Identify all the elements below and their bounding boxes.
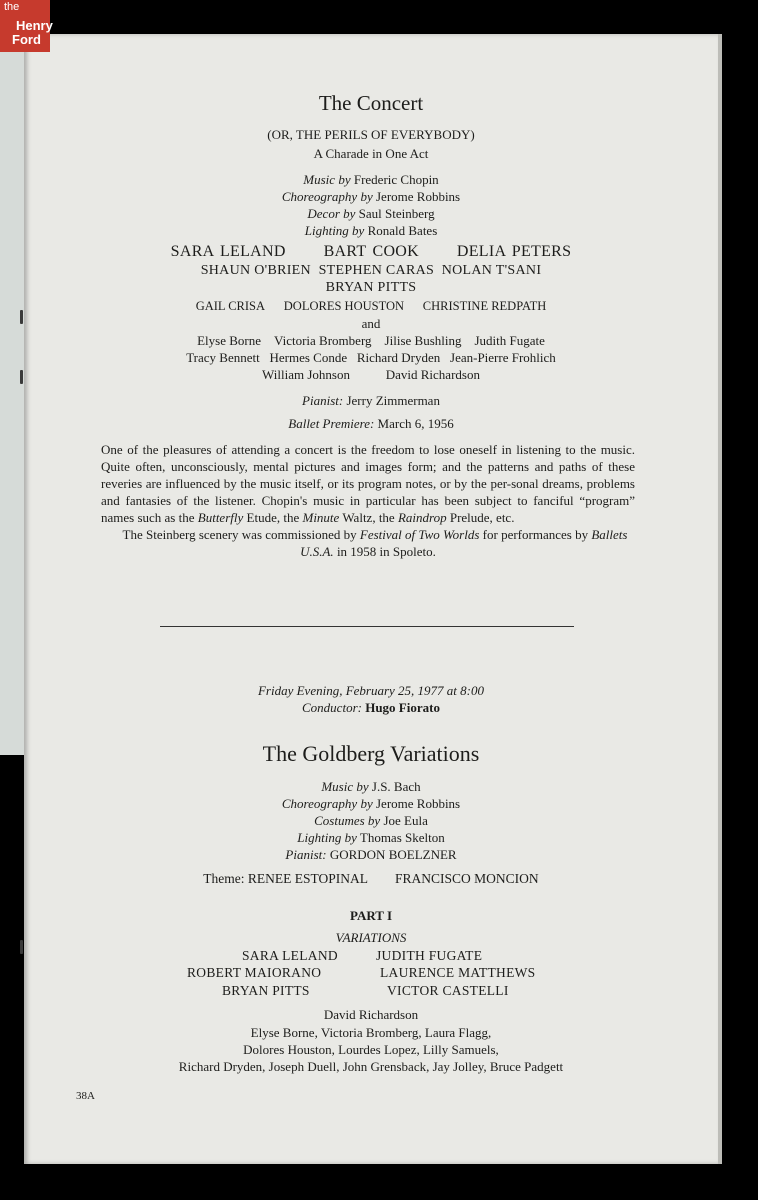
goldberg-dancer: ROBERT MAIORANO <box>187 965 322 980</box>
concert-soloists-row: GAIL CRISA DOLORES HOUSTON CHRISTINE REDPATH <box>195 299 547 313</box>
concert-charade: A Charade in One Act <box>313 146 429 161</box>
background-strip <box>0 40 24 755</box>
concert-program-note: One of the pleasures of attending a concert is the freedom to lose oneself in listening to the music. Quite often, unconsciously, mental pictures and images form; and the patterns and paths of these reveries are influenced by the music itself, or its program notes, or by the per-sonal dreams, problems and fantasies of the listener. Chopin's music in particular has been subject to fanciful “program” names such as the Butterfly Etude, the Minute Waltz, the Raindrop Prelude, etc. The Steinberg scenery was commissioned by Festival of Two Worlds for performances by Ballets U.S.A. in 1958 in Spoleto. <box>101 442 635 559</box>
goldberg-credit: Choreography by Jerome Robbins <box>281 796 461 811</box>
binding-mark <box>20 370 23 384</box>
binding-mark <box>20 310 23 324</box>
goldberg-title: The Goldberg Variations <box>262 741 480 766</box>
page-edge <box>718 34 722 1164</box>
goldberg-part: PART I <box>349 908 393 923</box>
goldberg-dancer: LAURENCE MATTHEWS <box>380 965 536 980</box>
goldberg-dancer: JUDITH FUGATE <box>376 948 483 963</box>
concert-ensemble-row: William Johnson David Richardson <box>262 367 480 382</box>
conductor: Conductor: Hugo Fiorato <box>302 700 440 715</box>
performance-date: Friday Evening, February 25, 1977 at 8:00 <box>257 683 484 698</box>
goldberg-ensemble-line: Elyse Borne, Victoria Bromberg, Laura Flagg, <box>250 1025 492 1040</box>
concert-subtitle: (OR, THE PERILS OF EVERYBODY) <box>267 127 475 142</box>
logo-the: the <box>4 1 20 13</box>
section-divider <box>160 626 574 627</box>
concert-credit: Choreography by Jerome Robbins <box>281 189 461 204</box>
binding-mark <box>20 940 23 954</box>
goldberg-variations-label: VARIATIONS <box>335 930 407 945</box>
henry-ford-logo <box>0 0 53 52</box>
goldberg-ensemble-line: Dolores Houston, Lourdes Lopez, Lilly Samuels, <box>243 1042 499 1057</box>
concert-ensemble-row: Elyse Borne Victoria Bromberg Jilise Bushling Judith Fugate <box>197 333 545 348</box>
goldberg-dancer: BRYAN PITTS <box>222 983 310 998</box>
concert-ensemble-row: Tracy Bennett Hermes Conde Richard Dryden Jean-Pierre Frohlich <box>186 350 556 365</box>
concert-premiere: Ballet Premiere: March 6, 1956 <box>288 416 454 431</box>
goldberg-theme: Theme: RENEE ESTOPINAL FRANCISCO MONCION <box>203 871 539 886</box>
concert-principals-row: SARA LELAND BART COOK DELIA PETERS <box>170 243 572 260</box>
goldberg-dancer: VICTOR CASTELLI <box>387 983 509 998</box>
goldberg-ensemble-line: David Richardson <box>323 1007 419 1022</box>
page-number: 38A <box>76 1090 95 1102</box>
goldberg-ensemble-line: Richard Dryden, Joseph Duell, John Grensback, Jay Jolley, Bruce Padgett <box>178 1059 564 1074</box>
concert-credit: Decor by Saul Steinberg <box>307 206 435 221</box>
concert-and: and <box>361 316 381 331</box>
logo-henry: Henry <box>16 18 53 33</box>
concert-principals-row: BRYAN PITTS <box>325 280 417 295</box>
logo-ford: Ford <box>12 32 41 47</box>
goldberg-pianist: Pianist: GORDON BOELZNER <box>285 847 457 862</box>
concert-principals-row: SHAUN O'BRIEN STEPHEN CARAS NOLAN T'SANI <box>200 263 542 278</box>
goldberg-credit: Music by J.S. Bach <box>321 779 421 794</box>
goldberg-credit: Costumes by Joe Eula <box>314 813 428 828</box>
concert-credit: Lighting by Ronald Bates <box>304 223 438 238</box>
goldberg-dancer: SARA LELAND <box>242 948 338 963</box>
concert-pianist: Pianist: Jerry Zimmerman <box>302 393 440 408</box>
concert-title: The Concert <box>318 91 424 115</box>
concert-credit: Music by Frederic Chopin <box>303 172 439 187</box>
goldberg-credit: Lighting by Thomas Skelton <box>297 830 445 845</box>
